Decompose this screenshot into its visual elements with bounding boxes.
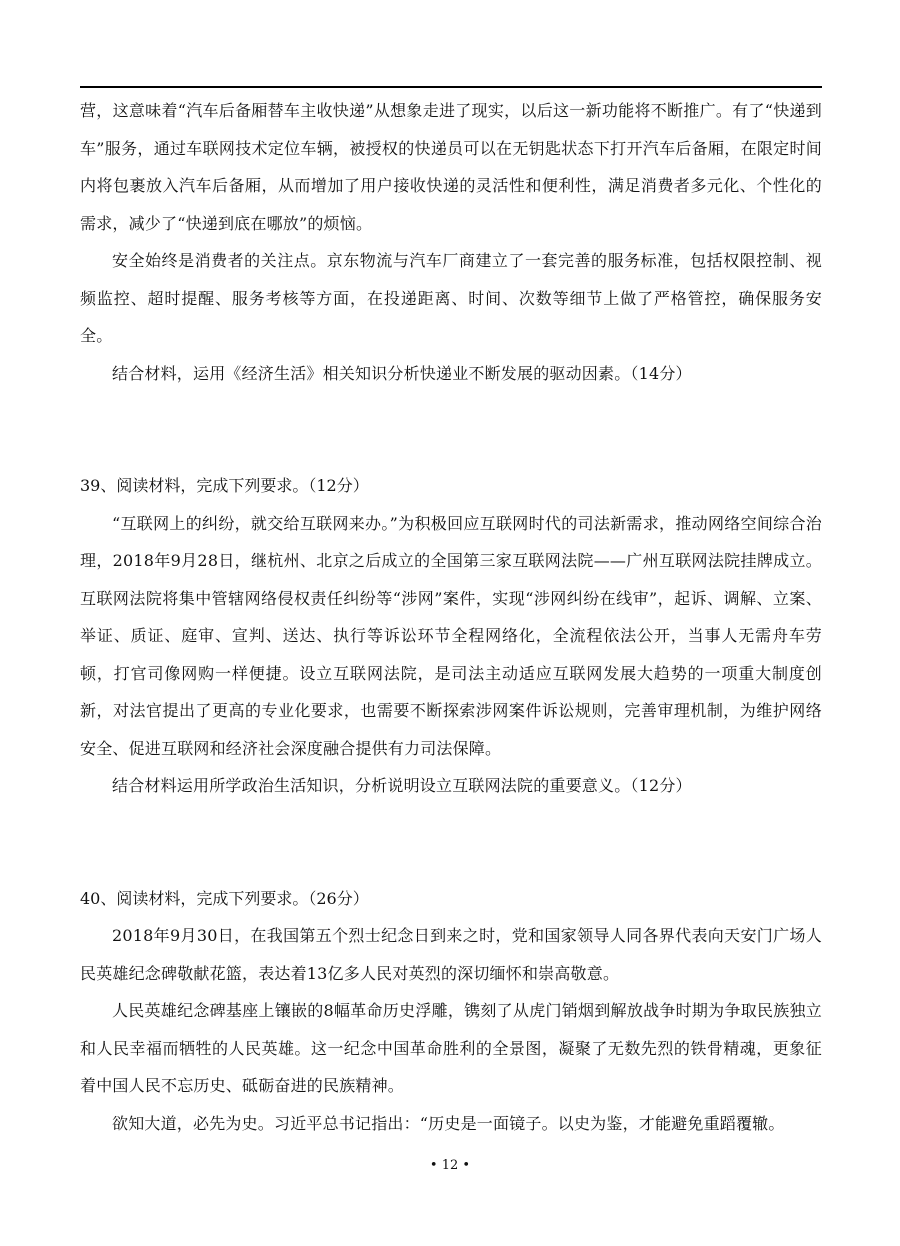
question-40-heading: 40、阅读材料，完成下列要求。（26分）	[80, 888, 369, 908]
question-39-prompt: 结合材料运用所学政治生活知识，分析说明设立互联网法院的重要意义。（12分）	[112, 776, 692, 795]
answer-space-39	[80, 805, 822, 880]
answer-space-38	[80, 392, 822, 467]
question-40-material-2: 人民英雄纪念碑基座上镶嵌的8幅革命历史浮雕，镌刻了从虎门销烟到解放战争时期为争取民族独立和人民幸福而牺牲的人民英雄。这一纪念中国革命胜利的全景图，凝聚了无数先烈的铁骨精魂，更象征着中国人民不忘历史、砥砺奋进的民族精神。	[80, 1001, 822, 1095]
question-39-heading: 39、阅读材料，完成下列要求。（12分）	[80, 476, 369, 495]
page-number: • 12 •	[429, 1158, 471, 1173]
continuation-paragraph-1: 营，这意味着“汽车后备厢替车主收快递”从想象走进了现实，以后这一新功能将不断推广。有了“快递到车”服务，通过车联网技术定位车辆，被授权的快递员可以在无钥匙状态下打开汽车后备厢，在限定时间内将包裹放入汽车后备厢，从而增加了用户接收快递的灵活性和便利性，满足消费者多元化、个性化的需求，减少了“快递到底在哪放”的烦恼。	[80, 101, 822, 233]
question-40-material-3: 欲知大道，必先为史。习近平总书记指出：“历史是一面镜子。以史为鉴，才能避免重蹈覆辙。	[112, 1113, 785, 1133]
question-39-material: “互联网上的纠纷，就交给互联网来办。”为积极回应互联网时代的司法新需求，推动网络空间综合治理，2018年9月28日，继杭州、北京之后成立的全国第三家互联网法院——广州互联网法院挂牌成立。互联网法院将集中管辖网络侵权责任纠纷等“涉网”案件，实现“涉网纠纷在线审”，起诉、调解、立案、举证、质证、庭审、宣判、送达、执行等诉讼环节全程网络化，全流程依法公开，当事人无需舟车劳顿，打官司像网购一样便捷。设立互联网法院，是司法主动适应互联网发展大趋势的一项重大制度创新，对法官提出了更高的专业化要求，也需要不断探索涉网案件诉讼规则，完善审理机制，为维护网络安全、促进互联网和经济社会深度融合提供有力司法保障。	[80, 513, 822, 758]
continuation-paragraph-2: 安全始终是消费者的关注点。京东物流与汽车厂商建立了一套完善的服务标准，包括权限控制、视频监控、超时提醒、服务考核等方面，在投递距离、时间、次数等细节上做了严格管控，确保服务安全。	[80, 251, 822, 345]
page-content	[80, 92, 822, 1142]
question-40-material-1: 2018年9月30日，在我国第五个烈士纪念日到来之时，党和国家领导人同各界代表向天安门广场人民英雄纪念碑敬献花篮，表达着13亿多人民对英烈的深切缅怀和崇高敬意。	[80, 926, 822, 983]
question-38-prompt: 结合材料，运用《经济生活》相关知识分析快递业不断发展的驱动因素。（14分）	[112, 363, 692, 383]
header-rule	[80, 86, 822, 88]
